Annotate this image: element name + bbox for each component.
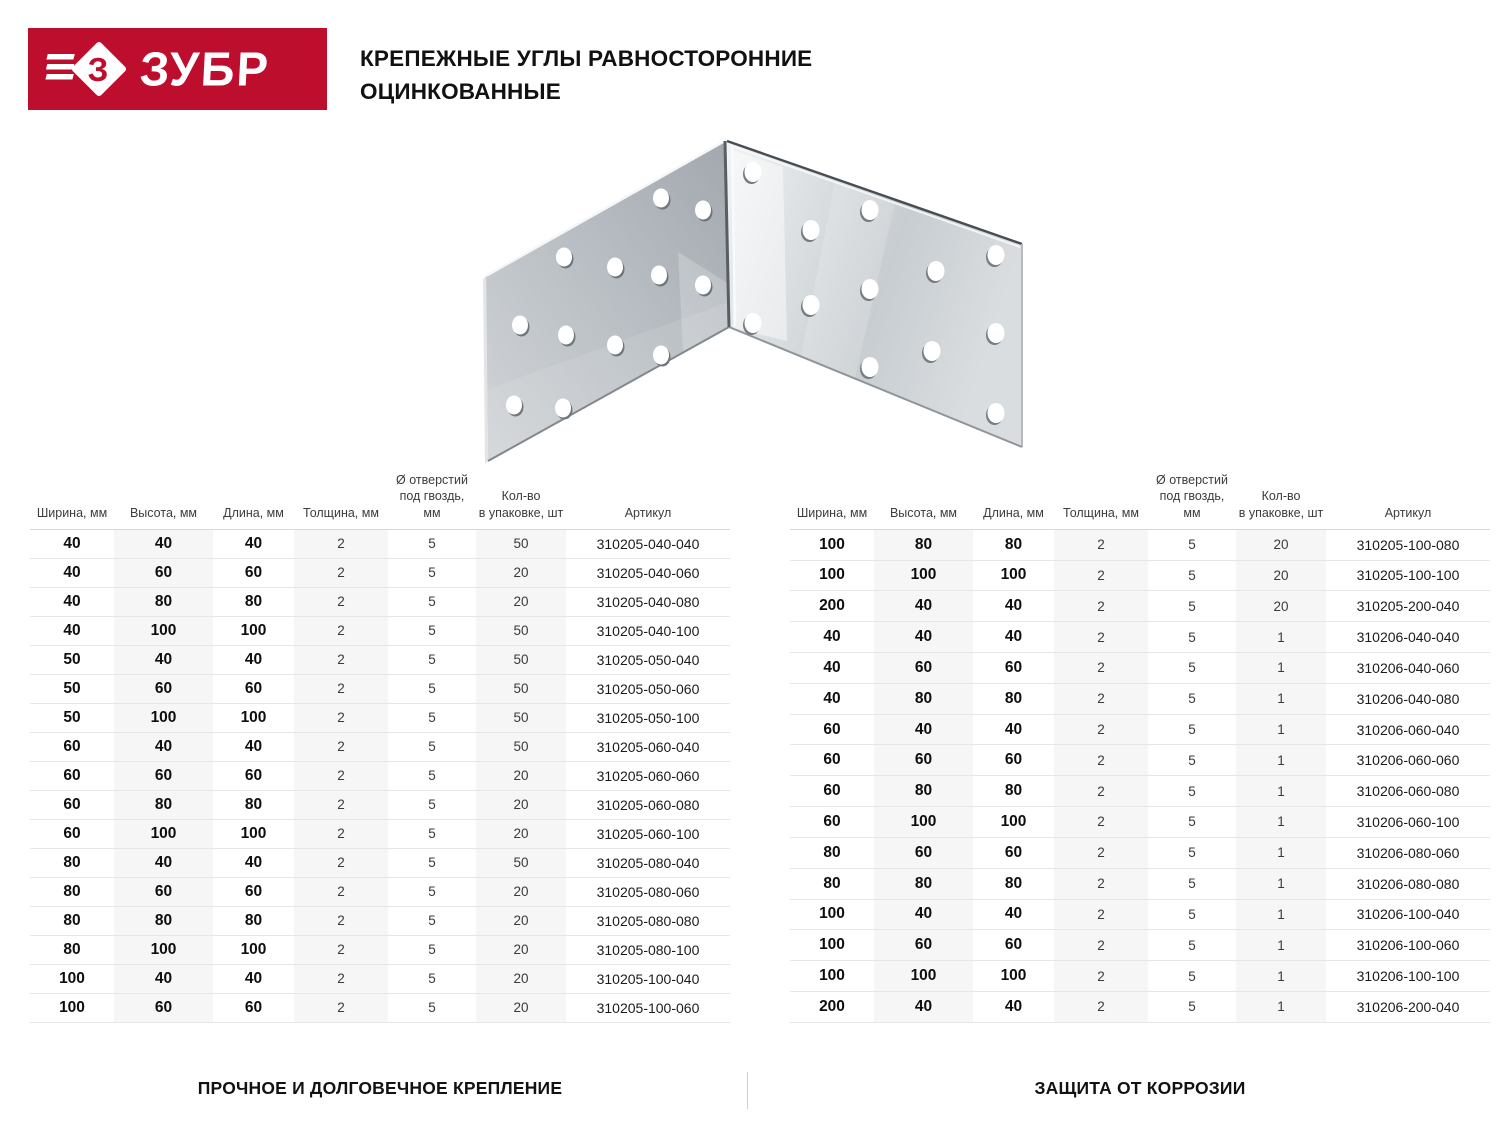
spec-cell: 50 — [476, 645, 566, 674]
table-row — [790, 930, 1490, 961]
spec-cell: 60 — [63, 766, 81, 784]
spec-cell: 5 — [428, 739, 436, 755]
spec-cell: 100 — [819, 905, 845, 923]
spec-cell: 2 — [294, 993, 388, 1022]
spec-cell: 1 — [1236, 837, 1326, 868]
spec-cell: 100 — [240, 940, 267, 958]
spec-cell: 50 — [476, 616, 566, 645]
spec-cell: 100 — [114, 819, 213, 848]
spec-cell: 40 — [1004, 628, 1023, 646]
spec-cell: 20 — [476, 906, 566, 935]
table-row — [790, 591, 1490, 622]
spec-cell: 2 — [294, 674, 388, 703]
spec-cell: 2 — [1054, 776, 1148, 807]
article-cell: 310206-200-040 — [1356, 998, 1460, 1015]
table-row — [30, 906, 730, 935]
table-body — [30, 529, 730, 1022]
spec-cell: 100 — [114, 935, 213, 964]
spec-cell: 2 — [1054, 745, 1148, 776]
spec-cell: 5 — [1188, 722, 1196, 738]
spec-cell: 50 — [476, 674, 566, 703]
article-cell: 310205-200-040 — [1356, 598, 1460, 615]
table-row — [790, 653, 1490, 684]
spec-cell: 40 — [114, 848, 213, 877]
spec-cell: 5 — [428, 536, 436, 552]
column-header: Кол-во в упаковке, шт — [478, 489, 564, 520]
spec-cell: 60 — [114, 877, 213, 906]
spec-cell: 100 — [240, 621, 267, 639]
table-row — [790, 529, 1490, 560]
spec-cell: 80 — [874, 776, 973, 807]
spec-cell: 2 — [1054, 807, 1148, 838]
table-row — [790, 807, 1490, 838]
spec-cell: 40 — [823, 689, 841, 707]
svg-text:З: З — [87, 51, 109, 88]
spec-cell: 5 — [428, 942, 436, 958]
spec-cell: 60 — [874, 930, 973, 961]
spec-cell: 5 — [428, 710, 436, 726]
table-row — [30, 732, 730, 761]
footer-claim-left: ПРОЧНОЕ И ДОЛГОВЕЧНОЕ КРЕПЛЕНИЕ — [197, 1078, 563, 1098]
article-cell: 310205-040-100 — [596, 622, 700, 639]
spec-cell: 5 — [428, 855, 436, 871]
article-cell: 310205-100-040 — [596, 970, 700, 987]
spec-cell: 40 — [114, 964, 213, 993]
spec-cell: 40 — [244, 534, 263, 552]
table-row — [30, 993, 730, 1022]
spec-cell: 60 — [114, 993, 213, 1022]
table-row — [30, 819, 730, 848]
article-cell: 310206-100-040 — [1356, 906, 1460, 923]
spec-cell: 5 — [1188, 567, 1196, 583]
spec-cell: 40 — [244, 969, 263, 987]
spec-cell: 2 — [294, 587, 388, 616]
spec-cell: 40 — [874, 991, 973, 1022]
column-header: Кол-во в упаковке, шт — [1238, 489, 1324, 520]
spec-cell: 100 — [874, 961, 973, 992]
spec-cell: 100 — [240, 708, 267, 726]
spec-cell: 100 — [59, 969, 85, 987]
table-row — [30, 964, 730, 993]
spec-cell: 5 — [428, 1000, 436, 1016]
spec-cell: 20 — [476, 761, 566, 790]
spec-cell: 20 — [476, 587, 566, 616]
article-cell: 310205-080-040 — [596, 854, 700, 871]
spec-cell: 60 — [114, 558, 213, 587]
spec-cell: 2 — [294, 935, 388, 964]
table-row — [30, 558, 730, 587]
spec-cell: 5 — [1188, 814, 1196, 830]
spec-cell: 60 — [1004, 751, 1023, 769]
spec-cell: 2 — [294, 906, 388, 935]
spec-cell: 40 — [874, 714, 973, 745]
spec-cell: 20 — [476, 877, 566, 906]
spec-cell: 100 — [874, 560, 973, 591]
spec-cell: 2 — [294, 732, 388, 761]
spec-cell: 40 — [63, 563, 81, 581]
spec-cell: 40 — [1004, 905, 1023, 923]
article-cell: 310205-100-060 — [596, 999, 700, 1016]
spec-cell: 200 — [819, 997, 845, 1015]
spec-cell: 5 — [428, 913, 436, 929]
spec-cell: 5 — [428, 884, 436, 900]
spec-cell: 1 — [1236, 961, 1326, 992]
spec-cell: 5 — [1188, 999, 1196, 1015]
spec-cell: 100 — [819, 535, 845, 553]
spec-cell: 2 — [294, 761, 388, 790]
article-cell: 310205-040-060 — [596, 564, 700, 581]
spec-tables — [30, 472, 1490, 1023]
spec-cell: 5 — [428, 826, 436, 842]
spec-cell: 1 — [1236, 868, 1326, 899]
spec-cell: 40 — [63, 592, 81, 610]
spec-cell: 50 — [476, 848, 566, 877]
spec-cell: 2 — [1054, 899, 1148, 930]
spec-cell: 60 — [244, 563, 263, 581]
spec-cell: 80 — [1004, 874, 1023, 892]
spec-cell: 2 — [294, 645, 388, 674]
article-cell: 310206-040-040 — [1356, 629, 1460, 646]
spec-cell: 60 — [63, 795, 81, 813]
column-header: Ширина, мм — [796, 505, 868, 520]
column-header: Длина, мм — [223, 505, 284, 520]
column-header: Ø отверстий под гвоздь, мм — [1156, 473, 1228, 520]
spec-cell: 2 — [1054, 868, 1148, 899]
spec-cell: 40 — [874, 622, 973, 653]
spec-cell: 2 — [294, 790, 388, 819]
spec-cell: 1 — [1236, 807, 1326, 838]
spec-cell: 5 — [1188, 691, 1196, 707]
spec-cell: 5 — [1188, 968, 1196, 984]
article-cell: 310206-060-040 — [1356, 721, 1460, 738]
table-row — [790, 714, 1490, 745]
product-image — [483, 134, 1023, 469]
article-cell: 310205-060-040 — [596, 738, 700, 755]
spec-cell: 50 — [476, 529, 566, 558]
spec-cell: 2 — [1054, 622, 1148, 653]
spec-cell: 2 — [1054, 591, 1148, 622]
column-header: Ø отверстий под гвоздь, мм — [396, 473, 468, 520]
spec-cell: 80 — [823, 874, 841, 892]
table-row — [790, 961, 1490, 992]
spec-cell: 50 — [476, 732, 566, 761]
spec-cell: 80 — [244, 795, 263, 813]
spec-cell: 60 — [63, 824, 81, 842]
spec-cell: 40 — [114, 732, 213, 761]
table-row — [790, 837, 1490, 868]
spec-cell: 2 — [1054, 991, 1148, 1022]
article-cell: 310205-080-100 — [596, 941, 700, 958]
spec-cell: 80 — [114, 790, 213, 819]
spec-cell: 80 — [1004, 535, 1023, 553]
spec-cell: 5 — [1188, 752, 1196, 768]
spec-cell: 5 — [1188, 937, 1196, 953]
column-header: Высота, мм — [129, 505, 198, 520]
article-cell: 310206-060-100 — [1356, 813, 1460, 830]
spec-cell: 5 — [428, 768, 436, 784]
spec-cell: 1 — [1236, 930, 1326, 961]
article-cell: 310205-060-080 — [596, 796, 700, 813]
spec-cell: 80 — [823, 843, 841, 861]
table-row — [790, 622, 1490, 653]
spec-cell: 20 — [1236, 591, 1326, 622]
spec-cell: 1 — [1236, 899, 1326, 930]
article-cell: 310205-050-060 — [596, 680, 700, 697]
table-row — [30, 674, 730, 703]
spec-cell: 5 — [1188, 660, 1196, 676]
spec-cell: 80 — [244, 592, 263, 610]
table-row — [790, 868, 1490, 899]
article-cell: 310205-050-040 — [596, 651, 700, 668]
spec-cell: 40 — [874, 899, 973, 930]
spec-cell: 2 — [294, 819, 388, 848]
article-cell: 310205-060-060 — [596, 767, 700, 784]
spec-cell: 50 — [63, 708, 81, 726]
table-row — [30, 790, 730, 819]
spec-cell: 60 — [823, 782, 841, 800]
spec-cell: 60 — [244, 998, 263, 1016]
spec-cell: 50 — [476, 703, 566, 732]
article-cell: 310205-080-060 — [596, 883, 700, 900]
article-cell: 310206-060-060 — [1356, 752, 1460, 769]
article-cell: 310206-080-060 — [1356, 844, 1460, 861]
spec-cell: 60 — [874, 837, 973, 868]
spec-cell: 100 — [819, 967, 845, 985]
spec-cell: 5 — [1188, 906, 1196, 922]
article-cell: 310205-100-080 — [1356, 536, 1460, 553]
article-cell: 310205-040-080 — [596, 593, 700, 610]
spec-cell: 40 — [114, 529, 213, 558]
spec-cell: 60 — [1004, 843, 1023, 861]
spec-cell: 20 — [476, 558, 566, 587]
spec-cell: 60 — [1004, 936, 1023, 954]
spec-cell: 40 — [63, 621, 81, 639]
spec-cell: 5 — [428, 623, 436, 639]
spec-cell: 60 — [1004, 658, 1023, 676]
spec-cell: 50 — [63, 679, 81, 697]
spec-cell: 100 — [819, 936, 845, 954]
spec-cell: 100 — [874, 807, 973, 838]
spec-cell: 40 — [244, 737, 263, 755]
spec-cell: 2 — [1054, 560, 1148, 591]
spec-cell: 60 — [823, 751, 841, 769]
spec-cell: 80 — [63, 882, 81, 900]
column-header: Толщина, мм — [303, 505, 379, 520]
spec-cell: 5 — [1188, 629, 1196, 645]
page-title — [360, 42, 812, 108]
table-row — [30, 587, 730, 616]
spec-cell: 60 — [874, 745, 973, 776]
page-title-line1: КРЕПЕЖНЫЕ УГЛЫ РАВНОСТОРОННИЕ — [360, 46, 813, 71]
spec-cell: 2 — [294, 703, 388, 732]
spec-cell: 80 — [874, 868, 973, 899]
spec-cell: 100 — [1000, 812, 1027, 830]
spec-cell: 5 — [1188, 537, 1196, 553]
spec-cell: 200 — [819, 597, 845, 615]
spec-cell: 60 — [823, 720, 841, 738]
column-header: Длина, мм — [983, 505, 1044, 520]
spec-cell: 5 — [428, 594, 436, 610]
spec-cell: 80 — [63, 940, 81, 958]
spec-cell: 1 — [1236, 653, 1326, 684]
spec-cell: 20 — [1236, 529, 1326, 560]
spec-cell: 60 — [823, 812, 841, 830]
spec-cell: 5 — [428, 652, 436, 668]
spec-cell: 20 — [476, 790, 566, 819]
table-row — [30, 935, 730, 964]
article-cell: 310206-080-080 — [1356, 875, 1460, 892]
spec-cell: 20 — [1236, 560, 1326, 591]
spec-cell: 2 — [294, 877, 388, 906]
table-row — [790, 683, 1490, 714]
column-header: Ширина, мм — [36, 505, 108, 520]
table-row — [790, 991, 1490, 1022]
spec-cell: 60 — [244, 882, 263, 900]
article-cell: 310206-100-060 — [1356, 937, 1460, 954]
article-cell: 310205-080-080 — [596, 912, 700, 929]
brand-bison-icon — [42, 29, 134, 109]
table-row — [30, 703, 730, 732]
spec-cell: 100 — [1000, 566, 1027, 584]
spec-cell: 80 — [63, 911, 81, 929]
brand-logo-text: ЗУБР — [138, 40, 272, 96]
article-cell: 310205-050-100 — [596, 709, 700, 726]
spec-cell: 2 — [294, 558, 388, 587]
spec-cell: 50 — [63, 650, 81, 668]
spec-cell: 60 — [244, 679, 263, 697]
spec-cell: 100 — [819, 566, 845, 584]
spec-cell: 40 — [823, 658, 841, 676]
page-title-line2: ОЦИНКОВАННЫЕ — [360, 79, 561, 104]
spec-cell: 40 — [244, 650, 263, 668]
spec-cell: 100 — [240, 824, 267, 842]
article-cell: 310205-100-100 — [1356, 567, 1460, 584]
spec-cell: 20 — [476, 993, 566, 1022]
table-row — [790, 560, 1490, 591]
spec-cell: 2 — [294, 529, 388, 558]
spec-cell: 2 — [1054, 930, 1148, 961]
spec-cell: 2 — [1054, 653, 1148, 684]
spec-cell: 2 — [294, 848, 388, 877]
spec-cell: 100 — [114, 703, 213, 732]
spec-cell: 80 — [1004, 689, 1023, 707]
spec-cell: 2 — [1054, 714, 1148, 745]
spec-cell: 1 — [1236, 683, 1326, 714]
table-row — [30, 616, 730, 645]
article-cell: 310206-040-080 — [1356, 690, 1460, 707]
table-row — [30, 645, 730, 674]
spec-cell: 2 — [1054, 683, 1148, 714]
table-row — [790, 776, 1490, 807]
column-header: Толщина, мм — [1063, 505, 1139, 520]
spec-cell: 100 — [1000, 967, 1027, 985]
footer-claim-right: ЗАЩИТА ОТ КОРРОЗИИ — [1034, 1078, 1246, 1098]
spec-cell: 40 — [1004, 997, 1023, 1015]
spec-cell: 80 — [1004, 782, 1023, 800]
article-cell: 310206-060-080 — [1356, 783, 1460, 800]
spec-cell: 40 — [63, 534, 81, 552]
article-cell: 310206-100-100 — [1356, 968, 1460, 985]
table-row — [30, 877, 730, 906]
spec-cell: 5 — [1188, 845, 1196, 861]
spec-cell: 80 — [114, 587, 213, 616]
article-cell: 310205-060-100 — [596, 825, 700, 842]
corner-bracket-svg — [483, 134, 1023, 469]
spec-cell: 5 — [1188, 598, 1196, 614]
spec-table-left — [30, 472, 730, 1023]
spec-table-right — [790, 472, 1490, 1023]
spec-cell: 40 — [823, 628, 841, 646]
footer-divider — [747, 1072, 748, 1109]
spec-cell: 20 — [476, 935, 566, 964]
spec-cell: 1 — [1236, 745, 1326, 776]
table-row — [790, 899, 1490, 930]
spec-cell: 1 — [1236, 622, 1326, 653]
brand-logo — [28, 28, 327, 110]
spec-cell: 5 — [428, 565, 436, 581]
spec-cell: 80 — [114, 906, 213, 935]
column-header: Артикул — [624, 505, 672, 520]
spec-cell: 60 — [874, 653, 973, 684]
spec-cell: 20 — [476, 964, 566, 993]
spec-cell: 60 — [244, 766, 263, 784]
spec-cell: 2 — [1054, 961, 1148, 992]
table-body — [790, 529, 1490, 1022]
spec-cell: 2 — [1054, 837, 1148, 868]
spec-cell: 40 — [114, 645, 213, 674]
spec-cell: 1 — [1236, 776, 1326, 807]
spec-cell: 5 — [1188, 783, 1196, 799]
spec-cell: 5 — [1188, 876, 1196, 892]
spec-cell: 80 — [874, 683, 973, 714]
spec-cell: 1 — [1236, 991, 1326, 1022]
spec-cell: 60 — [114, 674, 213, 703]
spec-cell: 5 — [428, 971, 436, 987]
table-header — [30, 472, 730, 529]
spec-cell: 2 — [294, 616, 388, 645]
spec-cell: 100 — [114, 616, 213, 645]
spec-cell: 20 — [476, 819, 566, 848]
column-header: Артикул — [1384, 505, 1432, 520]
table-header — [790, 472, 1490, 529]
table-row — [30, 848, 730, 877]
spec-cell: 80 — [63, 853, 81, 871]
spec-cell: 2 — [1054, 529, 1148, 560]
spec-cell: 40 — [244, 853, 263, 871]
spec-cell: 2 — [294, 964, 388, 993]
column-header: Высота, мм — [889, 505, 958, 520]
table-row — [30, 761, 730, 790]
spec-cell: 60 — [114, 761, 213, 790]
article-cell: 310206-040-060 — [1356, 659, 1460, 676]
table-row — [790, 745, 1490, 776]
spec-cell: 5 — [428, 797, 436, 813]
spec-cell: 1 — [1236, 714, 1326, 745]
spec-cell: 80 — [244, 911, 263, 929]
table-row — [30, 529, 730, 558]
article-cell: 310205-040-040 — [596, 535, 700, 552]
spec-cell: 100 — [59, 998, 85, 1016]
spec-cell: 60 — [63, 737, 81, 755]
spec-cell: 40 — [874, 591, 973, 622]
spec-cell: 5 — [428, 681, 436, 697]
spec-cell: 40 — [1004, 597, 1023, 615]
spec-cell: 80 — [874, 529, 973, 560]
spec-cell: 40 — [1004, 720, 1023, 738]
